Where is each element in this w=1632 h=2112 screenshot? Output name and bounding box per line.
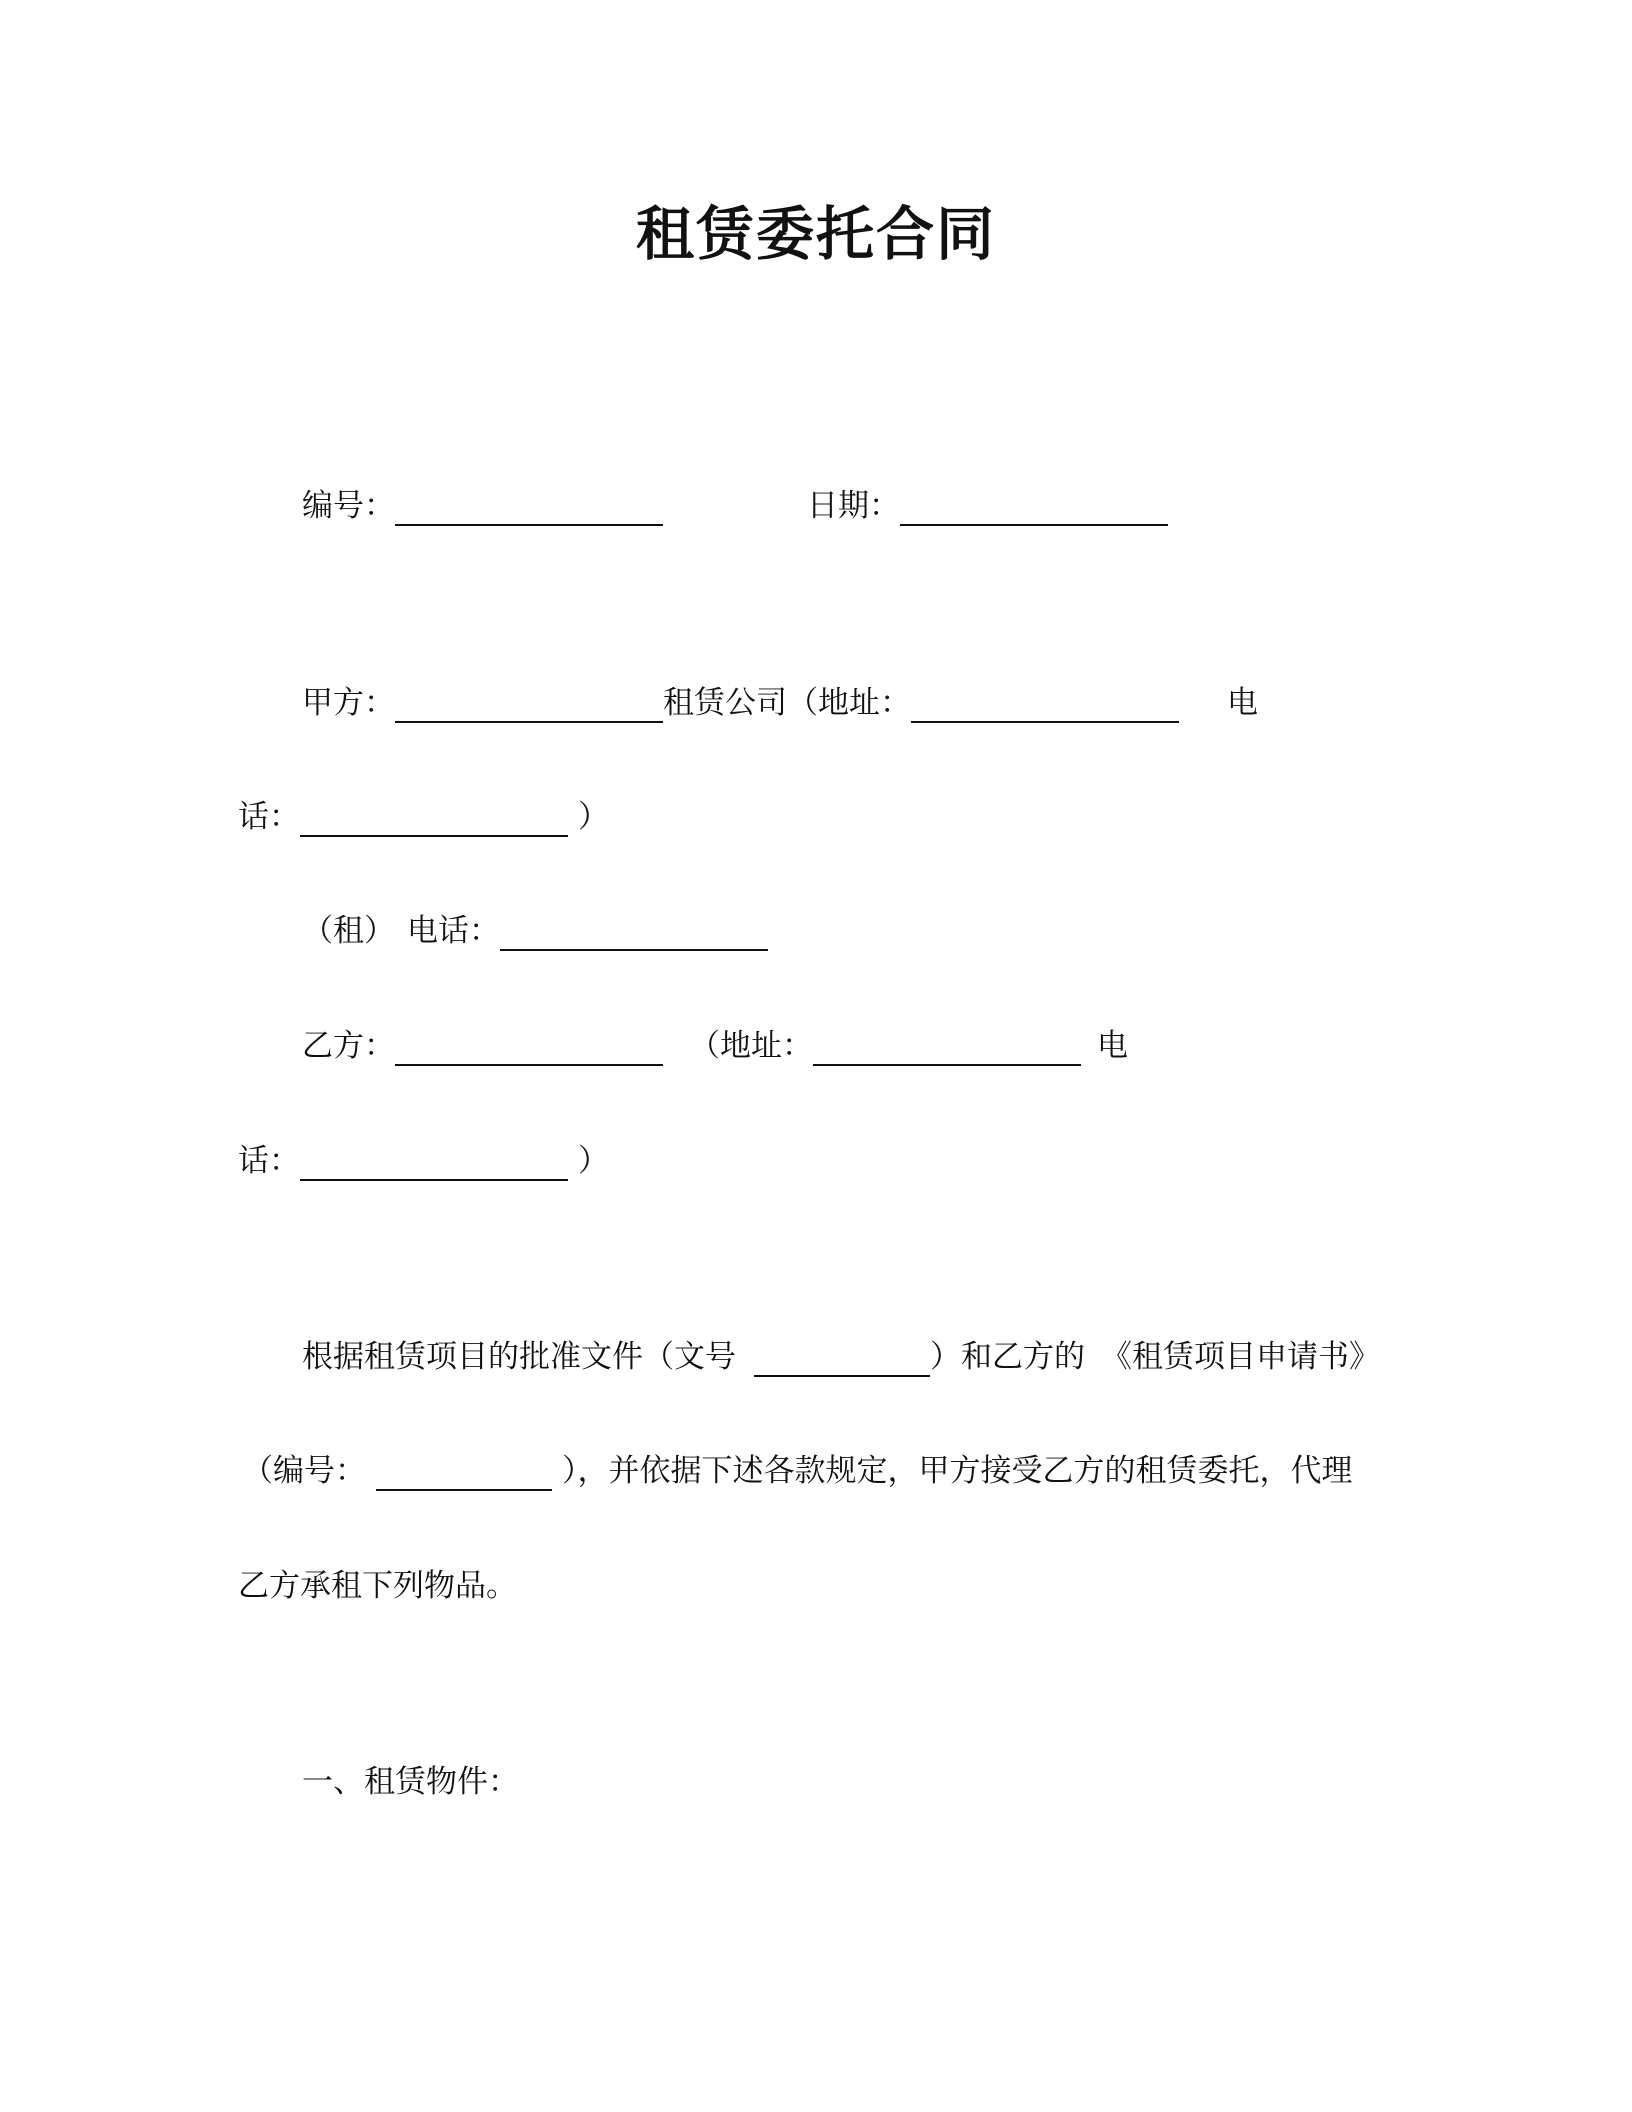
party-b-address-label: （地址： (689, 1028, 813, 1064)
body-line-2 (242, 1451, 1353, 1491)
body-line-1 (302, 1337, 1380, 1377)
lessor-label: （租） (302, 913, 395, 949)
party-a-phone-label-part2: 话： (238, 799, 300, 835)
party-a-phone-label-part1: 电 (1227, 685, 1258, 721)
party-b-phone-label-part2: 话： (238, 1143, 300, 1179)
number-label: 编号： (302, 488, 395, 524)
body-line1-c: 《租赁项目申请书》 (1101, 1339, 1380, 1375)
party-b-phone-blank[interactable] (300, 1143, 568, 1181)
lessor-phone-blank[interactable] (500, 913, 768, 951)
body-line1-b: ）和乙方的 (930, 1339, 1085, 1375)
section-1-heading (302, 1762, 519, 1802)
body-line2-a: （编号： (242, 1453, 366, 1489)
section-1-heading-text: 一、租赁物件： (302, 1764, 519, 1800)
body-line-3 (238, 1566, 517, 1606)
party-a-company-suffix: 租赁公司（地址： (663, 685, 911, 721)
party-b-address-blank[interactable] (813, 1028, 1081, 1066)
party-a-label: 甲方： (302, 685, 395, 721)
application-number-blank[interactable] (376, 1453, 552, 1491)
party-b-phone-label-part1: 电 (1097, 1028, 1128, 1064)
number-blank[interactable] (395, 488, 663, 526)
party-a-row (302, 683, 1258, 723)
party-b-close-paren: ） (578, 1143, 609, 1179)
date-label: 日期： (807, 488, 900, 524)
lessor-phone-row (302, 911, 768, 951)
party-a-name-blank[interactable] (395, 685, 663, 723)
body-line2-b: ），并依据下述各款规定，甲方接受乙方的租赁委托，代理 (562, 1453, 1353, 1489)
lessor-phone-label: 电话： (407, 913, 500, 949)
party-a-phone-row (238, 797, 609, 837)
document-title: 租赁委托合同 (635, 200, 996, 268)
party-b-phone-row (238, 1141, 609, 1181)
body-line3: 乙方承租下列物品。 (238, 1568, 517, 1604)
approval-doc-number-blank[interactable] (754, 1339, 930, 1377)
body-line1-a: 根据租赁项目的批准文件（文号 (302, 1339, 736, 1375)
date-blank[interactable] (900, 488, 1168, 526)
party-a-address-blank[interactable] (911, 685, 1179, 723)
party-a-phone-blank[interactable] (300, 799, 568, 837)
party-b-label: 乙方： (302, 1028, 395, 1064)
party-b-row (302, 1026, 1128, 1066)
party-a-close-paren: ） (578, 799, 609, 835)
party-b-name-blank[interactable] (395, 1028, 663, 1066)
number-date-row (302, 486, 1168, 526)
